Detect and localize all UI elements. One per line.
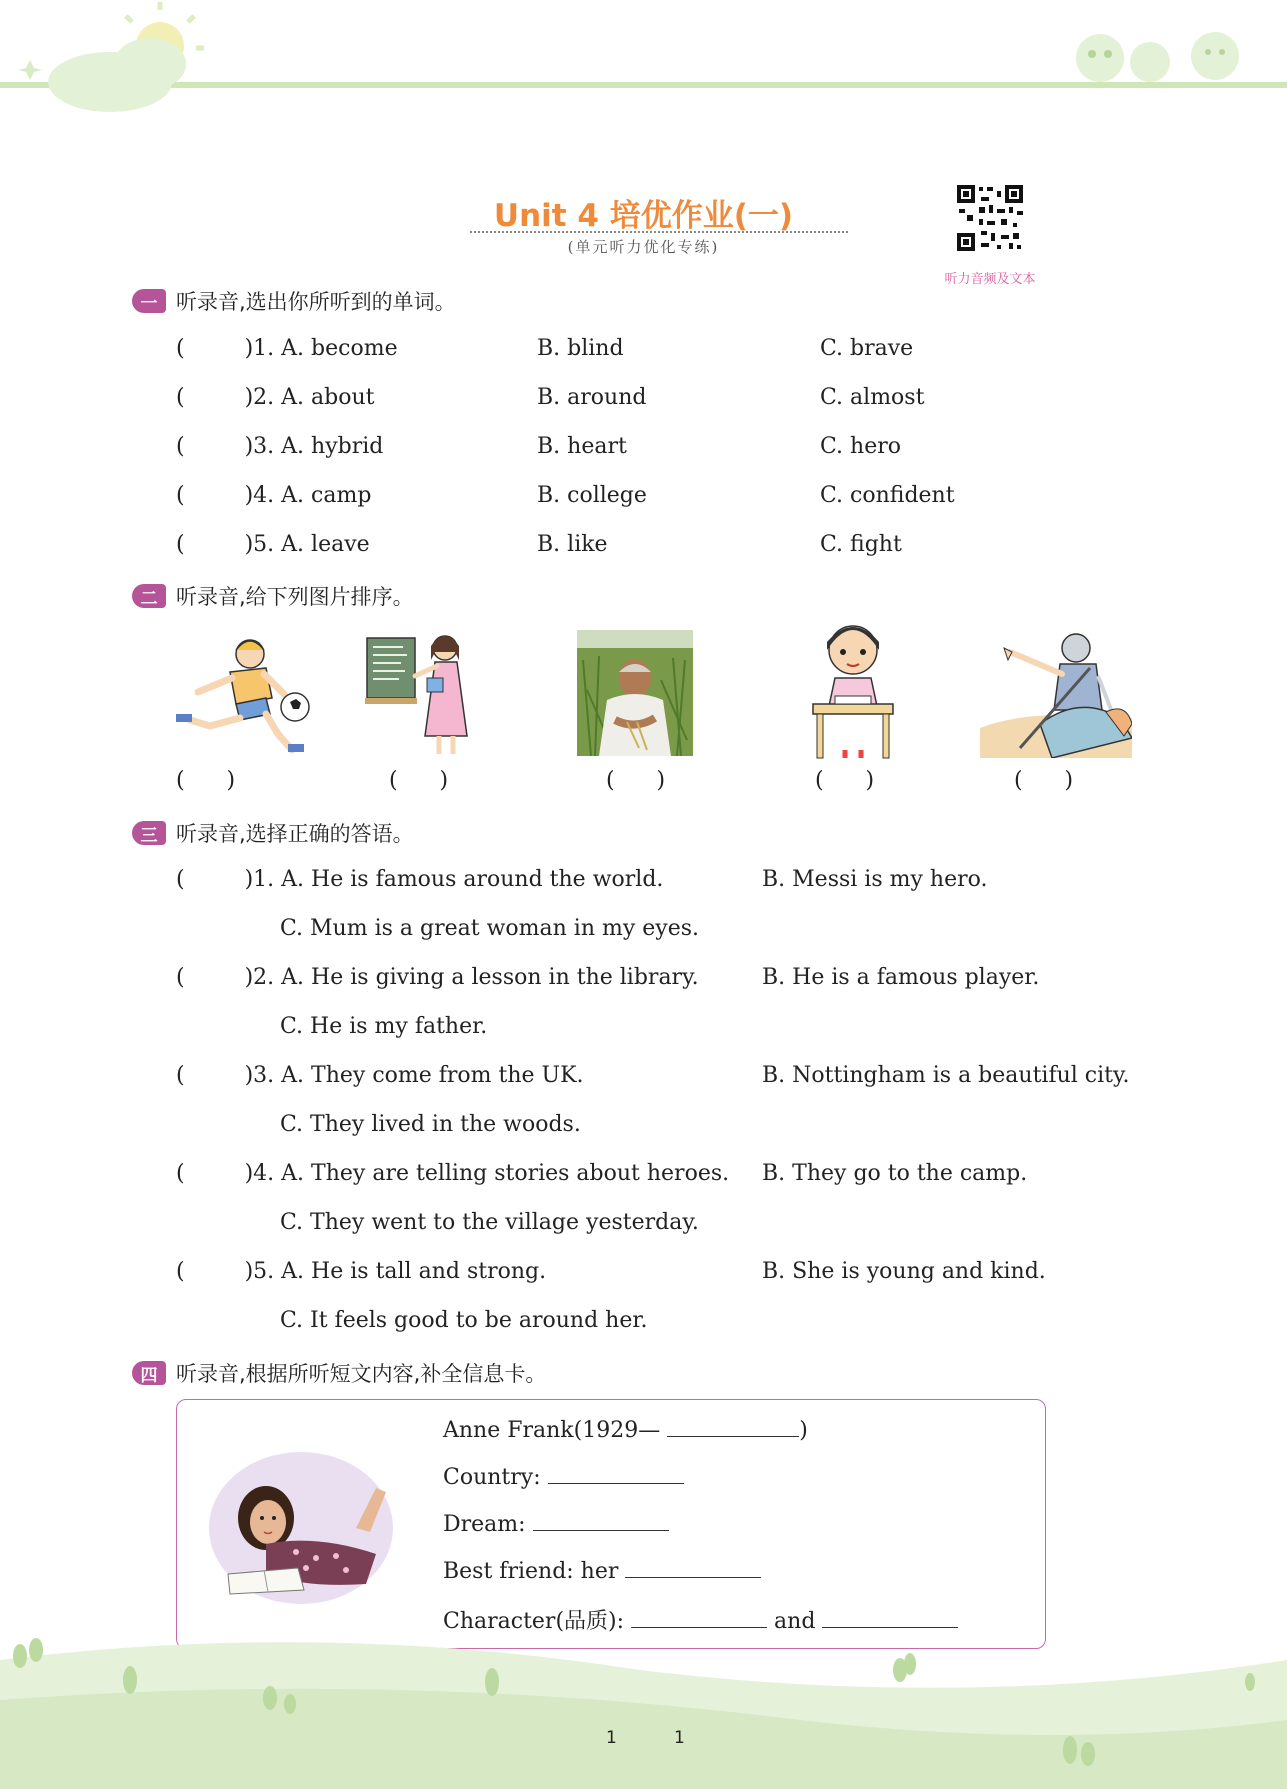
option-c: C. It feels good to be around her. [280,1308,648,1333]
option-c: C. almost [820,385,925,410]
picture-anne-frank [206,1448,396,1608]
section-1-badge: 一 [132,289,166,313]
item-number: )2. [244,965,275,990]
dream-blank[interactable] [533,1510,669,1531]
section-3-heading [132,818,414,848]
picture-knight-on-horse [980,628,1132,758]
item-number: )5. [244,1259,275,1284]
answer-blank[interactable]: ( [176,434,185,459]
option-b: B. college [537,483,647,508]
option-b: B. They go to the camp. [762,1161,1028,1186]
section-2-title: 听录音,给下列图片排序。 [176,585,414,609]
card-friend-line [443,1557,761,1584]
picture-girl-at-desk [805,620,901,760]
section-2-heading [132,581,414,611]
list-item [176,1161,729,1186]
list-item [176,1259,546,1284]
character-label: Character(品质): [443,1609,625,1634]
option-a: A. become [281,336,398,361]
item-number: )4. [244,483,275,508]
answer-blank[interactable]: ( [176,1063,185,1088]
qr-caption: 听力音频及文本 [944,272,1036,287]
list-item [176,336,398,361]
option-b: B. Messi is my hero. [762,867,988,892]
option-c: C. He is my father. [280,1014,488,1039]
section-3-title: 听录音,选择正确的答语。 [176,822,414,846]
list-item [176,483,371,508]
option-a: A. camp [281,483,372,508]
item-number: )4. [244,1161,275,1186]
list-item [176,965,699,990]
country-label: Country: [443,1465,541,1490]
section-4-heading [132,1358,546,1388]
option-b: B. He is a famous player. [762,965,1040,990]
option-c: C. hero [820,434,901,459]
page-number-right: 1 [674,1728,685,1748]
option-b: B. heart [537,434,627,459]
card-country-line [443,1463,684,1490]
item-number: )5. [244,532,275,557]
section-4-title: 听录音,根据所听短文内容,补全信息卡。 [176,1362,547,1386]
and-text: and [774,1609,816,1634]
option-a: A. hybrid [281,434,384,459]
header-decoration [0,0,1287,130]
list-item [176,1063,584,1088]
answer-blank[interactable]: ( [176,1161,185,1186]
section-1-title: 听录音,选出你所听到的单词。 [176,290,456,314]
list-item [176,385,375,410]
best-friend-blank[interactable] [625,1557,761,1578]
picture-answer-blank-1[interactable]: ( ) [176,768,236,793]
answer-blank[interactable]: ( [176,867,185,892]
option-c: C. They went to the village yesterday. [280,1210,699,1235]
list-item [176,867,663,892]
title-divider [470,231,848,233]
item-number: )1. [244,867,275,892]
option-c: C. brave [820,336,914,361]
qr-code-icon[interactable] [955,183,1025,253]
answer-blank[interactable]: ( [176,1259,185,1284]
page-number-left: 1 [606,1728,617,1748]
option-b: B. around [537,385,647,410]
picture-answer-blank-3[interactable]: ( ) [606,768,666,793]
option-a: A. They come from the UK. [281,1063,584,1088]
option-b: B. blind [537,336,624,361]
country-blank[interactable] [548,1463,684,1484]
name-label: Anne Frank(1929— [443,1418,661,1443]
answer-blank[interactable]: ( [176,385,185,410]
item-number: )3. [244,1063,275,1088]
option-c: C. fight [820,532,902,557]
dream-label: Dream: [443,1512,526,1537]
page-subtitle: (单元听力优化专练) [567,238,720,256]
option-a: A. He is famous around the world. [281,867,664,892]
page-title: Unit 4 培优作业(一) [493,198,794,234]
answer-blank[interactable]: ( [176,532,185,557]
list-item [176,434,383,459]
option-c: C. They lived in the woods. [280,1112,581,1137]
item-number: )3. [244,434,275,459]
option-c: C. Mum is a great woman in my eyes. [280,916,700,941]
section-2-badge: 二 [132,584,166,608]
card-dream-line [443,1510,669,1537]
footer-decoration [0,1620,1287,1789]
best-friend-label: Best friend: her [443,1559,619,1584]
list-item [176,532,370,557]
death-year-blank[interactable] [667,1416,799,1437]
picture-answer-blank-5[interactable]: ( ) [1014,768,1074,793]
option-a: A. leave [281,532,370,557]
answer-blank[interactable]: ( [176,483,185,508]
option-a: A. He is giving a lesson in the library. [281,965,699,990]
picture-boy-football [160,632,315,757]
option-a: A. He is tall and strong. [281,1259,547,1284]
option-b: B. like [537,532,608,557]
option-a: A. They are telling stories about heroes. [281,1161,730,1186]
name-suffix: ) [799,1418,808,1443]
option-b: B. She is young and kind. [762,1259,1046,1284]
option-b: B. Nottingham is a beautiful city. [762,1063,1130,1088]
item-number: )2. [244,385,275,410]
answer-blank[interactable]: ( [176,965,185,990]
card-name-line [443,1416,808,1443]
option-a: A. about [281,385,375,410]
answer-blank[interactable]: ( [176,336,185,361]
section-1-heading [132,286,456,316]
picture-old-man-rice-field [577,630,693,756]
picture-answer-blank-2[interactable]: ( ) [389,768,449,793]
section-4-badge: 四 [132,1361,166,1385]
picture-answer-blank-4[interactable]: ( ) [815,768,875,793]
item-number: )1. [244,336,275,361]
picture-teacher-blackboard [365,630,475,760]
option-c: C. confident [820,483,955,508]
section-3-badge: 三 [132,821,166,845]
